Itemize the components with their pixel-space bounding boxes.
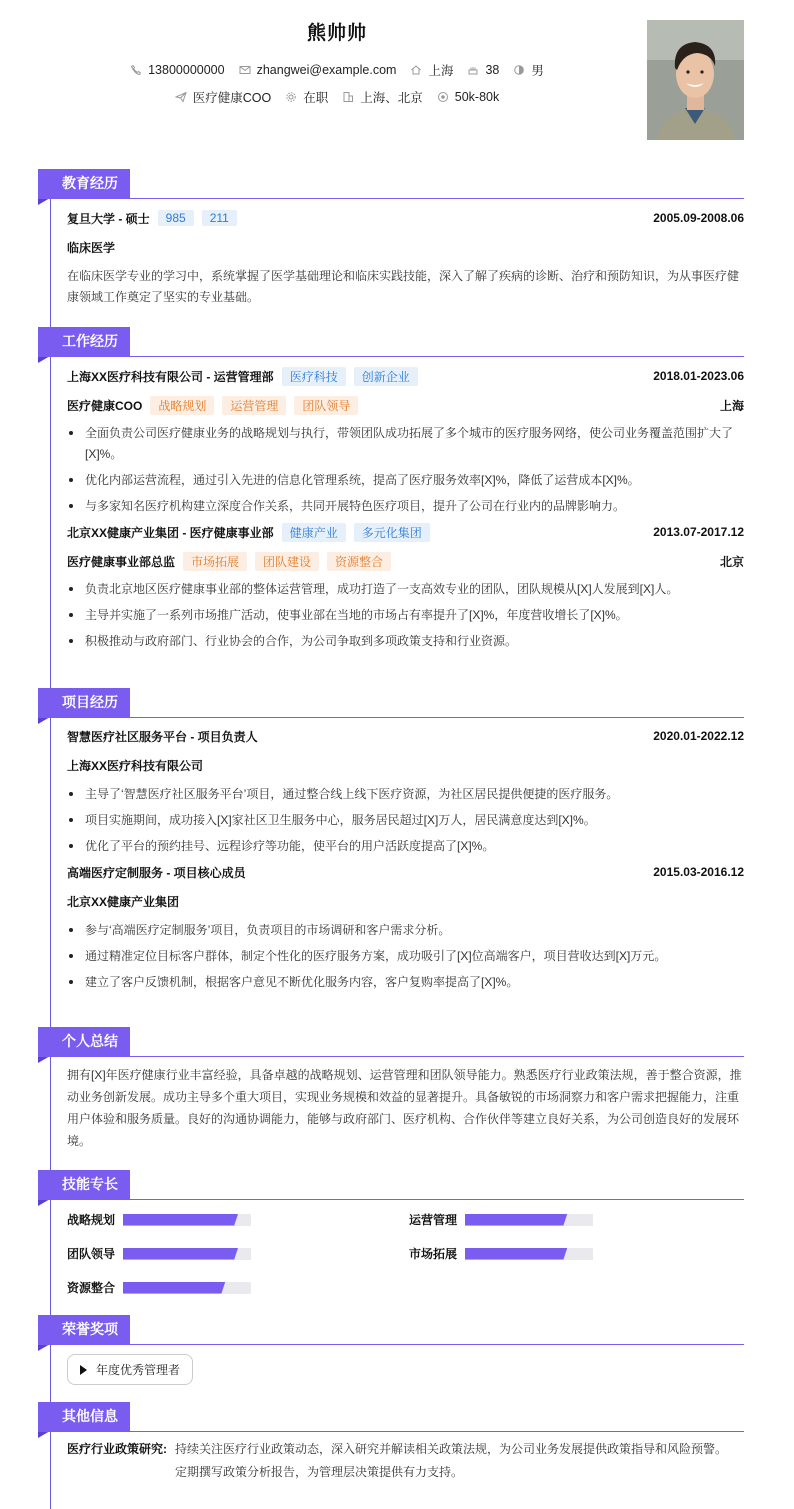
project-entry [67, 862, 744, 993]
work-city: 北京 [719, 554, 744, 569]
honors-header [38, 1315, 744, 1345]
locations-item [342, 88, 423, 106]
bullet-item: 优化了平台的预约挂号、远程诊疗等功能，使平台的用户活跃度提高了[X]%。 [67, 836, 744, 857]
bullet-item: 参与‘高端医疗定制服务’项目，负责项目的市场调研和客户需求分析。 [67, 920, 744, 941]
gender-icon [513, 64, 525, 76]
company-name: 北京XX健康产业集团 - 医疗健康事业部 [67, 525, 274, 540]
bullet-item: 与多家知名医疗机构建立深度合作关系，共同开展特色医疗项目，提升了公司在行业内的品牌影响力。 [67, 496, 744, 517]
company-tag: 健康产业 [282, 523, 346, 542]
work-bullets [67, 423, 744, 517]
honors-body [38, 1345, 744, 1385]
phone-item [130, 63, 224, 77]
position-item [175, 88, 271, 106]
bullet-item: 建立了客户反馈机制，根据客户意见不断优化服务内容，客户复购率提高了[X]%。 [67, 972, 744, 993]
school-tag: 211 [202, 210, 237, 226]
bullet-item: 全面负责公司医疗健康业务的战略规划与执行，带领团队成功拓展了多个城市的医疗服务网络，使公司业务覆盖范围扩大了[X]%。 [67, 423, 744, 465]
age-item [467, 63, 499, 77]
skill-name: 战略规划 [67, 1213, 116, 1227]
company-tag: 多元化集团 [354, 523, 430, 542]
skill-tag: 资源整合 [327, 552, 391, 571]
skill-name: 资源整合 [67, 1281, 116, 1295]
skill-bar [123, 1214, 251, 1226]
skill-item [409, 1245, 751, 1262]
gender-text: 男 [531, 64, 544, 78]
bullet-item: 项目实施期间，成功接入[X]家社区卫生服务中心，服务居民超过[X]万人，居民满意度达到[X]%。 [67, 810, 744, 831]
major: 临床医学 [67, 241, 116, 255]
work-section [38, 327, 744, 657]
work-date: 2013.07-2017.12 [653, 525, 744, 539]
project-bullets [67, 784, 744, 857]
work-entry [67, 366, 744, 517]
skill-tag: 团队领导 [294, 396, 358, 415]
skill-bar [465, 1214, 593, 1226]
city-text: 上海 [428, 64, 454, 78]
email-text: zhangwei@example.com [256, 63, 397, 77]
skill-name: 市场拓展 [409, 1247, 458, 1261]
skill-bar-fill [123, 1282, 225, 1294]
work-header [38, 327, 744, 357]
work-date: 2018.01-2023.06 [653, 369, 744, 383]
education-header [38, 169, 744, 199]
company-name: 上海XX医疗科技有限公司 - 运营管理部 [67, 369, 274, 384]
project-section [38, 688, 744, 998]
coin-icon [437, 91, 449, 103]
city-item [410, 61, 453, 79]
skill-bar-fill [123, 1248, 238, 1260]
work-city: 上海 [719, 398, 744, 413]
skill-bar [465, 1248, 593, 1260]
skill-name: 运营管理 [409, 1213, 458, 1227]
email-item [239, 63, 397, 77]
school-tag: 985 [158, 210, 194, 226]
section-title: 技能专长 [38, 1170, 130, 1199]
job-role: 医疗健康COO [67, 398, 143, 413]
section-title: 荣誉奖项 [38, 1315, 130, 1344]
skill-bar [123, 1248, 251, 1260]
skills-grid [67, 1211, 744, 1296]
phone-icon [130, 64, 142, 76]
skills-header [38, 1170, 744, 1200]
education-description: 在临床医学专业的学习中，系统掌握了医学基础理论和临床实践技能，深入了解了疾病的诊断、治疗和预防知识，为从事医疗健康领域工作奠定了坚实的专业基础。 [67, 269, 740, 304]
skill-item [67, 1211, 409, 1228]
job-role: 医疗健康事业部总监 [67, 554, 176, 569]
skill-item [67, 1245, 409, 1262]
status-item [285, 88, 328, 106]
education-entry [38, 199, 744, 308]
bullet-item: 优化内部运营流程，通过引入先进的信息化管理系统，提高了医疗服务效率[X]%，降低了运营成本[X]%。 [67, 470, 744, 491]
candidate-name: 熊帅帅 [306, 23, 367, 44]
skills-section [38, 1170, 744, 1296]
skill-tag: 团队建设 [255, 552, 319, 571]
section-title: 项目经历 [38, 688, 130, 717]
project-date: 2015.03-2016.12 [653, 865, 744, 879]
bullet-item: 积极推动与政府部门、行业协会的合作，为公司争取到多项政策支持和行业资源。 [67, 631, 744, 652]
other-header [38, 1402, 744, 1432]
gear-icon [285, 91, 297, 103]
skills-body [38, 1200, 744, 1296]
skill-bar-fill [465, 1248, 567, 1260]
caret-right-icon [80, 1365, 87, 1375]
contact-row [0, 61, 674, 79]
position-text: 医疗健康COO [192, 91, 272, 105]
home-icon [410, 64, 422, 76]
salary-item [437, 90, 499, 104]
work-bullets [67, 579, 744, 652]
bullet-item: 主导了‘智慧医疗社区服务平台’项目，通过整合线上线下医疗资源，为社区居民提供便捷的医疗服务。 [67, 784, 744, 805]
company-tag: 创新企业 [354, 367, 418, 386]
education-section [38, 169, 744, 308]
skill-bar-fill [465, 1214, 567, 1226]
skill-tag: 运营管理 [222, 396, 286, 415]
education-date: 2005.09-2008.06 [653, 211, 744, 225]
bullet-item: 主导并实施了一系列市场推广活动，使事业部在当地的市场占有率提升了[X]%，年度营收增长了[X]%。 [67, 605, 744, 626]
skill-tag: 战略规划 [150, 396, 214, 415]
other-body [38, 1432, 744, 1484]
school-name: 复旦大学 - 硕士 [67, 211, 150, 226]
project-date: 2020.01-2022.12 [653, 729, 744, 743]
summary-section [38, 1027, 744, 1152]
bullet-item: 负责北京地区医疗健康事业部的整体运营管理，成功打造了一支高效专业的团队，团队规模从[X]人发展到[X]人。 [67, 579, 744, 600]
work-entry [67, 522, 744, 652]
salary-text: 50k-80k [454, 90, 500, 104]
project-list [38, 718, 744, 993]
status-text: 在职 [303, 91, 329, 105]
phone-text: 13800000000 [148, 63, 225, 77]
award-toggle[interactable] [67, 1354, 193, 1385]
gender-item [513, 61, 544, 79]
other-item [67, 1438, 744, 1484]
honors-section [38, 1315, 744, 1385]
other-line: 持续关注医疗行业政策动态，深入研究并解读相关政策法规，为公司业务发展提供政策指导和风险预警。 [175, 1442, 728, 1456]
section-title: 个人总结 [38, 1027, 130, 1056]
section-title: 教育经历 [38, 169, 130, 198]
summary-text: 拥有[X]年医疗健康行业丰富经验，具备卓越的战略规划、运营管理和团队领导能力。熟悉医疗行业政策法规，善于整合资源，推动业务创新发展。成功主导多个重大项目，实现业务规模和效益的显著提升。具备敏锐的市场洞察力和客户需求把握能力，注重用户体验和服务质量。良好的沟通协调能力，能够与政府部门、医疗机构、合作伙伴等建立良好关系，为公司创造良好的发展环境。 [67, 1068, 742, 1148]
send-icon [175, 91, 187, 103]
profile-photo [647, 20, 744, 140]
other-section [38, 1402, 744, 1484]
project-title: 高端医疗定制服务 - 项目核心成员 [67, 865, 246, 880]
skill-item [67, 1279, 409, 1296]
other-line: 定期撰写政策分析报告，为管理层决策提供有力支持。 [175, 1465, 464, 1479]
skill-bar-fill [123, 1214, 238, 1226]
project-bullets [67, 920, 744, 993]
project-title: 智慧医疗社区服务平台 - 项目负责人 [67, 729, 258, 744]
skill-name: 团队领导 [67, 1247, 116, 1261]
project-org: 北京XX健康产业集团 [67, 895, 180, 909]
company-tag: 医疗科技 [282, 367, 346, 386]
project-header [38, 688, 744, 718]
skill-tag: 市场拓展 [183, 552, 247, 571]
project-entry [67, 726, 744, 857]
locations-text: 上海、北京 [360, 91, 423, 105]
skill-bar [123, 1282, 251, 1294]
mail-icon [239, 64, 251, 76]
building-icon [342, 91, 354, 103]
summary-body [38, 1057, 744, 1152]
section-title: 其他信息 [38, 1402, 130, 1431]
work-list [38, 357, 744, 652]
skill-item [409, 1211, 751, 1228]
other-key: 医疗行业政策研究: [67, 1442, 167, 1456]
project-org: 上海XX医疗科技有限公司 [67, 759, 204, 773]
bullet-item: 通过精准定位目标客户群体，制定个性化的医疗服务方案，成功吸引了[X]位高端客户，项目营收达到[X]万元。 [67, 946, 744, 967]
resume-header [0, 0, 794, 160]
job-intent-row [0, 88, 674, 106]
award-label: 年度优秀管理者 [96, 1363, 181, 1377]
section-title: 工作经历 [38, 327, 130, 356]
summary-header [38, 1027, 744, 1057]
cake-icon [467, 64, 479, 76]
age-text: 38 [485, 63, 500, 77]
